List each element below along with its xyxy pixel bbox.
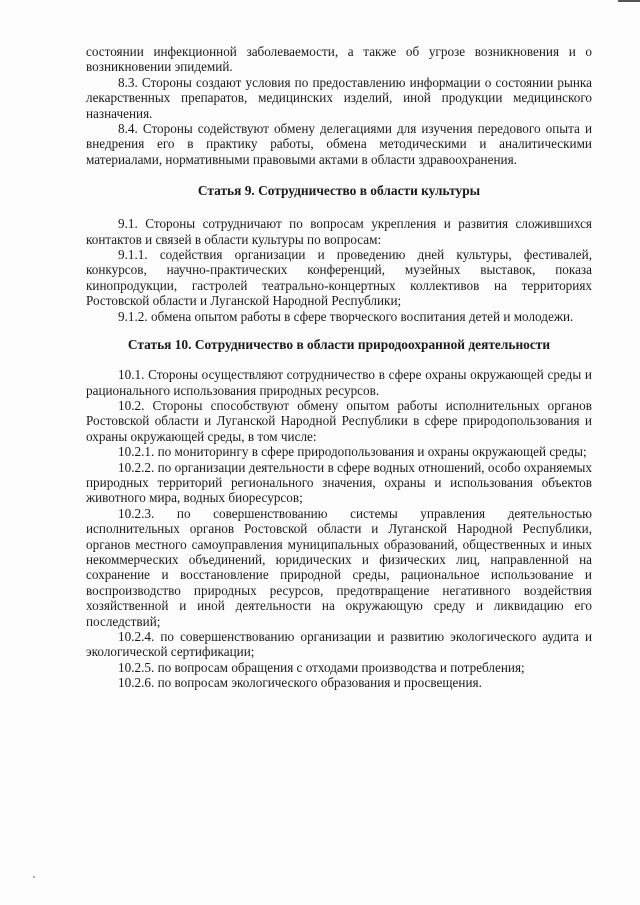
paragraph-8-3: 8.3. Стороны создают условия по предоставлению информации о состоянии рынка лекарственных препаратов, медицинских изделий, иной продукции медицинского назначения. (86, 74, 592, 121)
paragraph-10-2-6: 10.2.6. по вопросам экологического образования и просвещения. (118, 675, 482, 691)
article-9-heading: Статья 9. Сотрудничество в области культуры (197, 183, 481, 199)
paragraph-10-2-1: 10.2.1. по мониторингу в сфере природопользования и охраны окружающей среды; (118, 444, 587, 460)
paragraph-10-1: 10.1. Стороны осуществляют сотрудничество в сфере охраны окружающей среды и рационального использования природных ресурсов. (86, 367, 592, 398)
article-10-heading: Статья 10. Сотрудничество в области природоохранной деятельности (127, 337, 551, 353)
paragraph-9-1-2: 9.1.2. обмена опытом работы в сфере творческого воспитания детей и молодежи. (118, 308, 574, 324)
paragraph-10-2-2: 10.2.2. по организации деятельности в сфере водных отношений, особо охраняемых природных территорий регионального значения, охраны и использования объектов животного мира, водных биоресурсов; (86, 459, 592, 506)
paragraph-continuation: состоянии инфекционной заболеваемости, а также об угрозе возникновения и о возникновении эпидемий. (86, 44, 592, 75)
scan-edge-mark (618, 0, 640, 2)
document-body (86, 44, 592, 691)
paragraph-9-1: 9.1. Стороны сотрудничают по вопросам укрепления и развития сложившихся контактов и связей в области культуры по вопросам: (86, 216, 592, 247)
scan-speck (33, 876, 35, 878)
paragraph-9-1-1: 9.1.1. содействия организации и проведению дней культуры, фестивалей, конкурсов, научно-практических конференций, музейных выставок, показа кинопродукции, гастролей театрально-концертных коллективов на территориях Ростовской области и Луганской Народной Республики; (86, 247, 592, 309)
paragraph-10-2-4: 10.2.4. по совершенствованию организации и развитию экологического аудита и экологической сертификации; (86, 629, 592, 660)
paragraph-10-2-5: 10.2.5. по вопросам обращения с отходами производства и потребления; (118, 659, 525, 675)
paragraph-10-2: 10.2. Стороны способствуют обмену опытом работы исполнительных органов Ростовской области и Луганской Народной Республики в сфере природопользования и охраны окружающей среды, в том числе: (86, 397, 592, 444)
paragraph-10-2-3: 10.2.3. по совершенствованию системы управления деятельностью исполнительных органов Ростовской области и Луганской Народной Республики, органов местного самоуправления муниципальных образований, общественных и иных некоммерческих объединений, юридических и физических лиц, направленной на сохранение и восстановление природной среды, рациональное использование и воспроизводство природных ресурсов, предотвращение негативного воздействия хозяйственной и иной деятельности на окружающую среду и ликвидацию его последствий; (86, 505, 592, 629)
paragraph-8-4: 8.4. Стороны содействуют обмену делегациями для изучения передового опыта и внедрения его в практику работы, обмена методическими и аналитическими материалами, нормативными правовыми актами в области здравоохранения. (86, 121, 592, 167)
